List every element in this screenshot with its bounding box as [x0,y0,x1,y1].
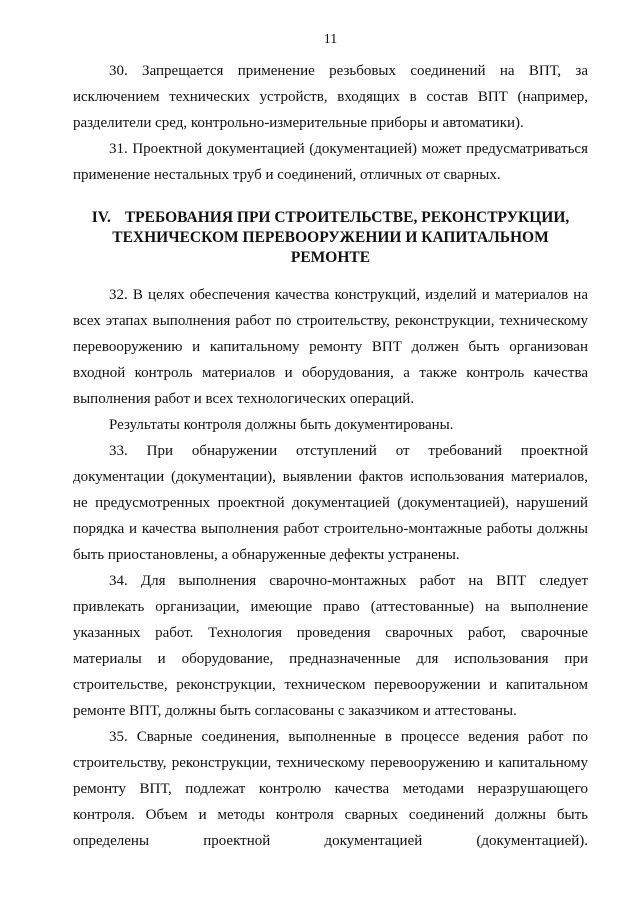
page-number: 11 [323,32,338,47]
paragraph-31: 31. Проектной документацией (документацией) может предусматриваться применение нестальных труб и соединений, отличных от сварных. [73,141,588,183]
paragraph-34: 34. Для выполнения сварочно-монтажных работ на ВПТ следует привлекать организации, имеющие право (аттестованные) на выполнение указанных работ. Технология проведения сварочных работ, сварочные материалы и оборудование, предназначенные для использования при строительстве, реконструкции, техническом перевооружении и капитальном ремонте ВПТ, должны быть согласованы с заказчиком и аттестованы. [73,573,588,719]
section-heading [73,208,588,268]
paragraph-32-results: Результаты контроля должны быть документированы. [109,417,454,433]
paragraph-35: 35. Сварные соединения, выполненные в процессе ведения работ по строительству, реконструкции, техническому перевооружению и капитальному ремонту ВПТ, подлежат контролю качества методами неразрушающего контроля. Объем и методы контроля сварных соединений должны быть определены проектной документацией (документацией). [73,729,588,849]
section-number: IV. [91,209,111,226]
paragraph-30: 30. Запрещается применение резьбовых соединений на ВПТ, за исключением технических устройств, входящих в состав ВПТ (например, разделители сред, контрольно-измерительные приборы и автоматики). [73,63,588,131]
paragraph-33: 33. При обнаружении отступлений от требований проектной документации (документации), выявлении фактов использования материалов, не предусмотренных проектной документацией (документацией), нарушений порядка и качества выполнения работ строительно-монтажные работы должны быть приостановлены, а обнаруженные дефекты устранены. [73,443,588,563]
paragraph-32: 32. В целях обеспечения качества конструкций, изделий и материалов на всех этапах выполнения работ по строительству, реконструкции, техническому перевооружению и капитальному ремонту ВПТ должен быть организован входной контроль материалов и оборудования, а также контроль качества выполнения работ и всех технологических операций. [73,287,588,407]
section-title: ТРЕБОВАНИЯ ПРИ СТРОИТЕЛЬСТВЕ, РЕКОНСТРУКЦИИ, ТЕХНИЧЕСКОМ ПЕРЕВООРУЖЕНИИ И КАПИТАЛЬНОМ РЕМОНТЕ [112,209,570,266]
